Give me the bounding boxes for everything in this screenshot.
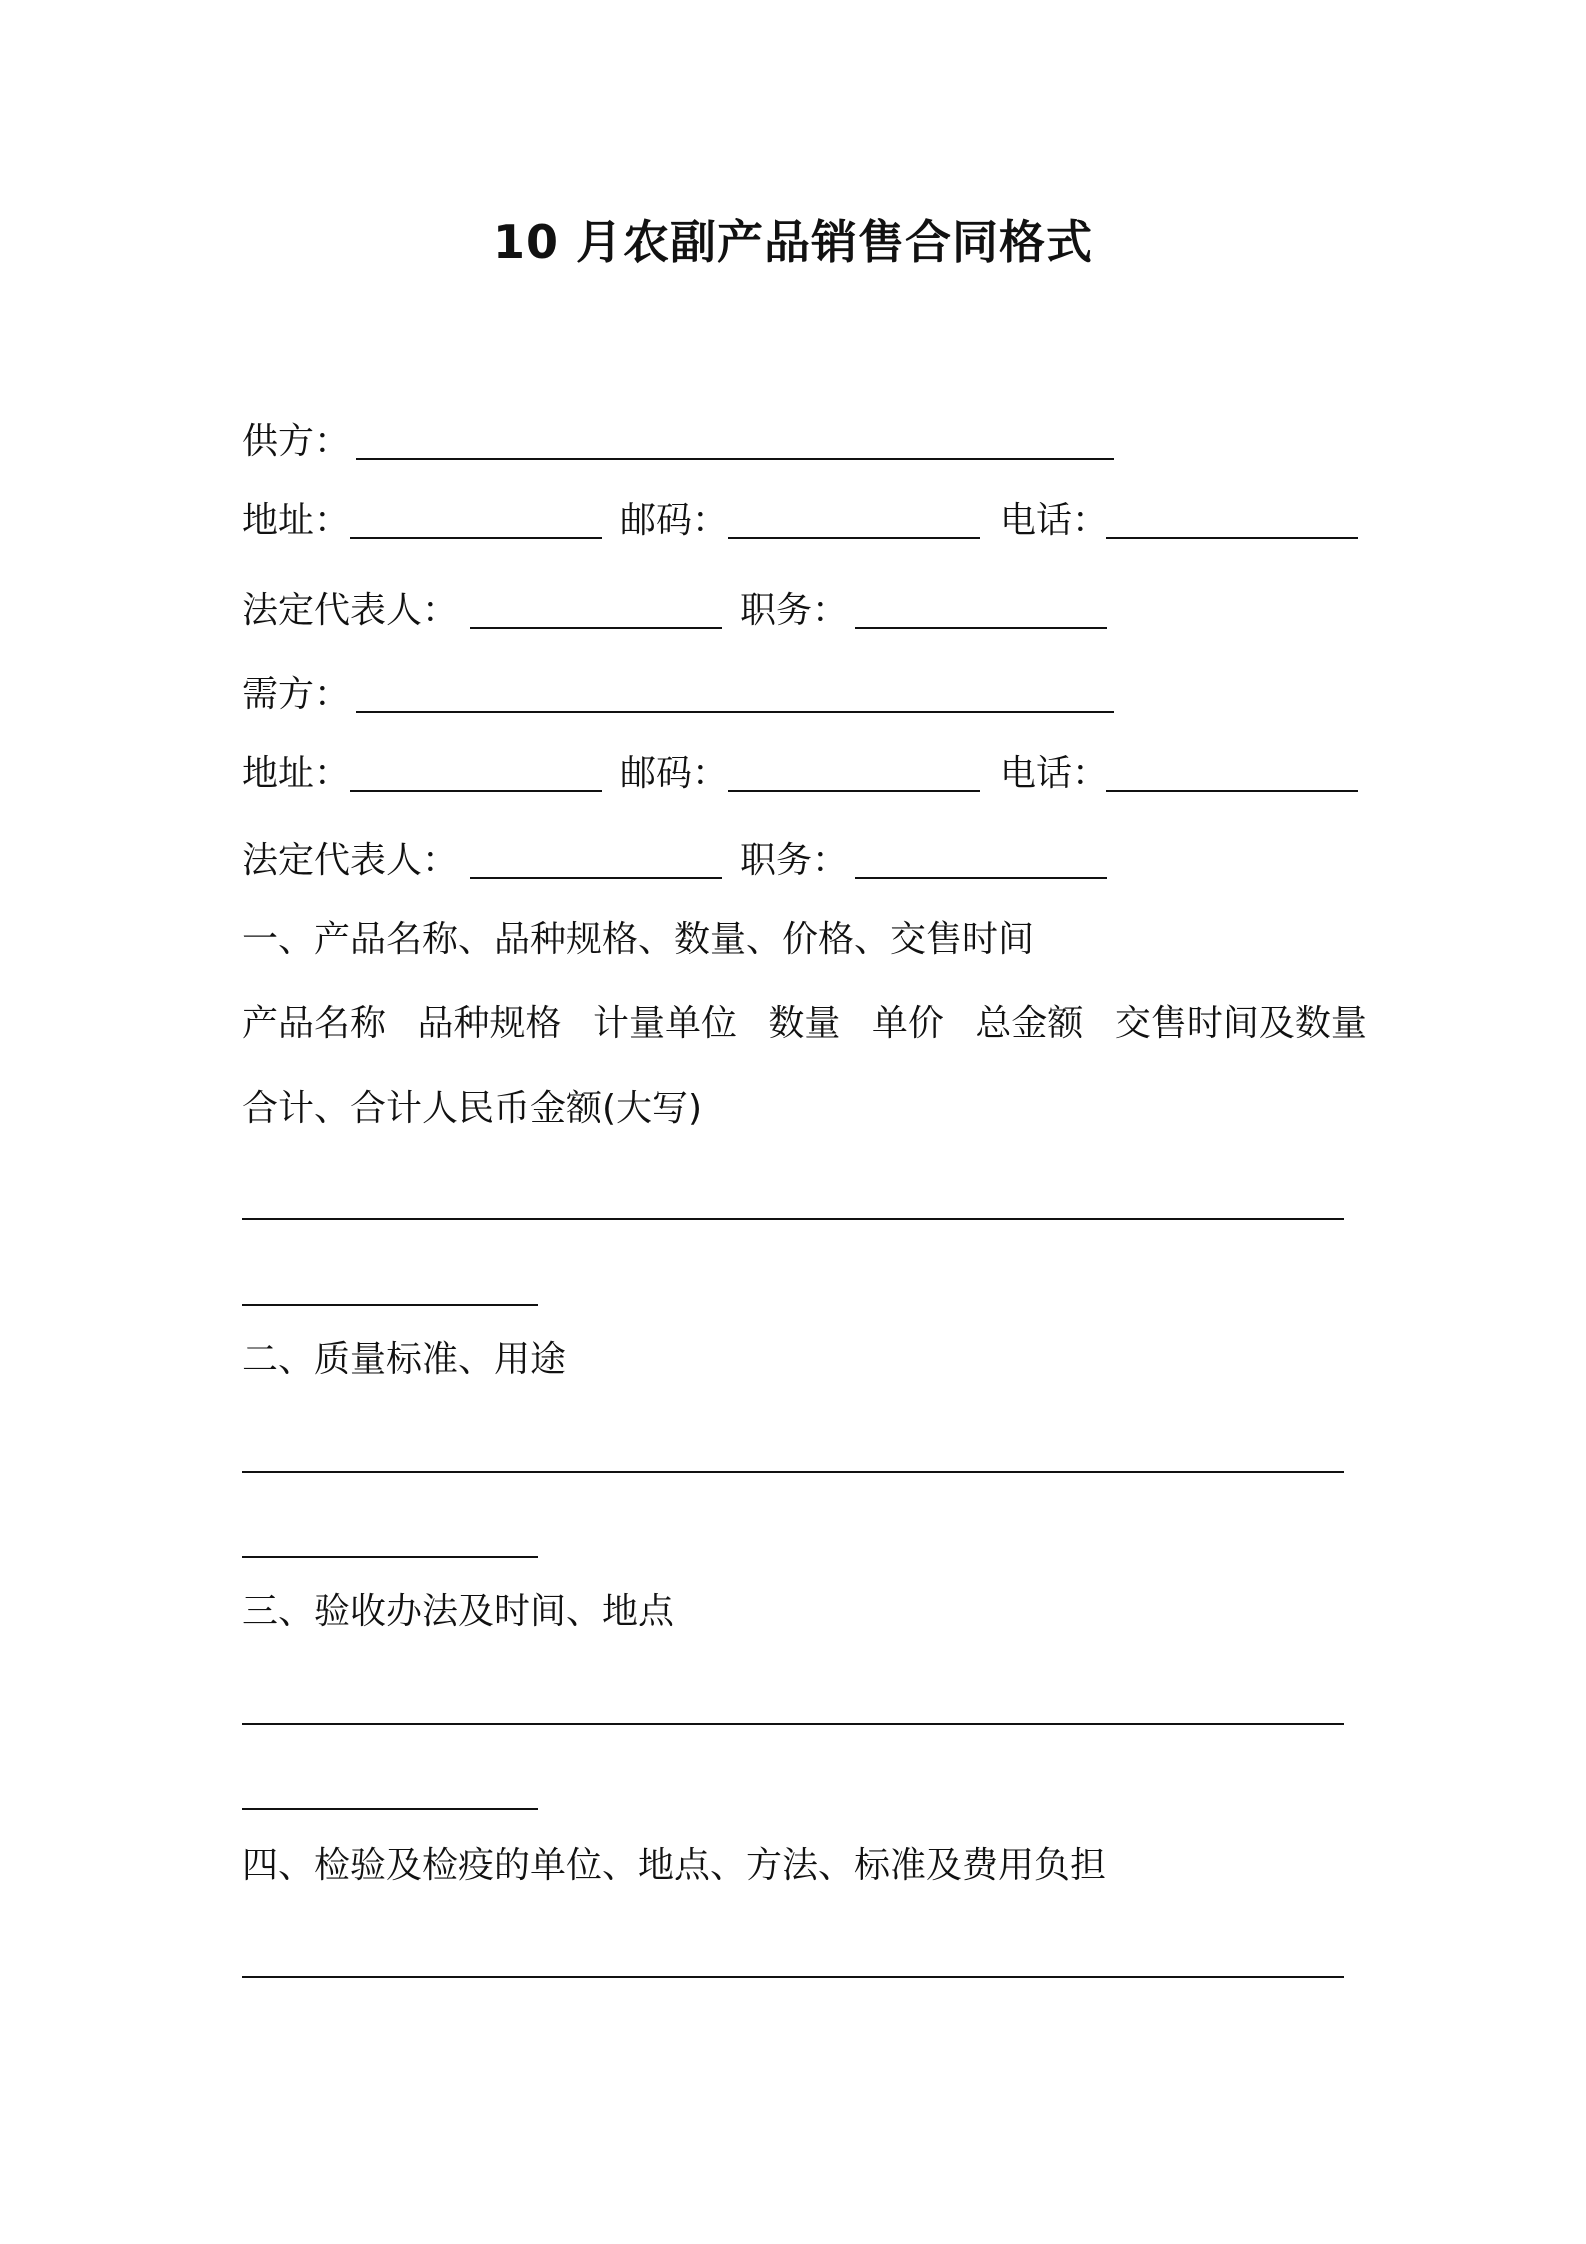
section-2-heading: 二、质量标准、用途 <box>242 1339 567 1380</box>
column-variety-spec: 品种规格 <box>417 1003 562 1044</box>
section-3-heading: 三、验收办法及时间、地点 <box>242 1591 675 1632</box>
buyer-phone-label: 电话： <box>1000 753 1109 794</box>
column-product-name: 产品名称 <box>242 1003 387 1044</box>
supplier-postcode-label: 邮码： <box>620 500 729 541</box>
column-unit: 计量单位 <box>592 1003 737 1044</box>
buyer-address-label: 地址： <box>242 753 351 794</box>
supplier-phone-field[interactable] <box>1106 537 1358 539</box>
buyer-position-label: 职务： <box>740 840 849 881</box>
buyer-phone-field[interactable] <box>1106 790 1358 792</box>
buyer-position-field[interactable] <box>855 877 1107 879</box>
supplier-position-label: 职务： <box>740 590 849 631</box>
supplier-rep-label: 法定代表人： <box>242 590 459 631</box>
buyer-postcode-field[interactable] <box>728 790 980 792</box>
section-3-fill-line-1[interactable] <box>242 1723 1344 1725</box>
section-1-heading: 一、产品名称、品种规格、数量、价格、交售时间 <box>242 919 1035 960</box>
supplier-postcode-field[interactable] <box>728 537 980 539</box>
column-quantity: 数量 <box>768 1003 841 1044</box>
supplier-position-field[interactable] <box>855 627 1107 629</box>
column-total-amount: 总金额 <box>975 1003 1084 1044</box>
supplier-rep-field[interactable] <box>470 627 722 629</box>
column-delivery-time-qty: 交售时间及数量 <box>1114 1003 1367 1044</box>
section-2-fill-line-2[interactable] <box>242 1556 538 1558</box>
supplier-party-field[interactable] <box>356 458 1114 460</box>
supplier-address-label: 地址： <box>242 500 351 541</box>
buyer-party-label: 需方： <box>242 674 351 715</box>
buyer-rep-label: 法定代表人： <box>242 840 459 881</box>
buyer-address-field[interactable] <box>350 790 602 792</box>
buyer-rep-field[interactable] <box>470 877 722 879</box>
buyer-postcode-label: 邮码： <box>620 753 729 794</box>
section-2-fill-line-1[interactable] <box>242 1471 1344 1473</box>
section-4-fill-line-1[interactable] <box>242 1976 1344 1978</box>
section-4-heading: 四、检验及检疫的单位、地点、方法、标准及费用负担 <box>242 1845 1107 1886</box>
supplier-phone-label: 电话： <box>1000 500 1109 541</box>
column-unit-price: 单价 <box>871 1003 944 1044</box>
supplier-address-field[interactable] <box>350 537 602 539</box>
section-1-fill-line-1[interactable] <box>242 1218 1344 1220</box>
section-1-fill-line-2[interactable] <box>242 1304 538 1306</box>
document-title: 10 月农副产品销售合同格式 <box>492 215 1094 269</box>
supplier-party-label: 供方： <box>242 421 351 462</box>
buyer-party-field[interactable] <box>356 711 1114 713</box>
section-1-total-label: 合计、合计人民币金额(大写) <box>242 1088 703 1129</box>
section-3-fill-line-2[interactable] <box>242 1808 538 1810</box>
section-1-columns <box>242 1000 1387 1048</box>
